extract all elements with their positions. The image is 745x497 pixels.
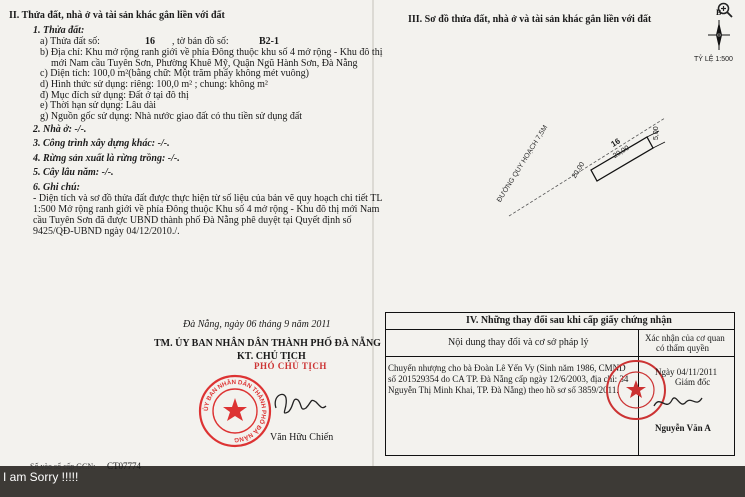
map-scale: TỶ LỆ 1:500 xyxy=(694,56,733,63)
map-sheet-label: , tờ bản đồ số: xyxy=(172,36,229,47)
issuing-authority: TM. ỦY BAN NHÂN DÂN THÀNH PHỐ ĐÀ NẴNG xyxy=(154,338,381,349)
confirm-signer: Nguyễn Văn A xyxy=(655,423,711,433)
red-seal-icon xyxy=(198,374,272,448)
signature-icon xyxy=(270,386,330,420)
serial-number: CT07774 xyxy=(107,461,142,471)
col-header-confirm-2: có thẩm quyền xyxy=(656,343,709,353)
section-4-forest: 4. Rừng sản xuất là rừng trồng: -/-. xyxy=(33,153,180,164)
zoom-in-icon[interactable] xyxy=(717,2,733,18)
changes-table-title: IV. Những thay đổi sau khi cấp giấy chứng nhận xyxy=(466,315,672,326)
dim-side-bottom: 20,00 xyxy=(571,161,587,180)
footer-note: I am Sorry !!!!! xyxy=(3,470,79,484)
address-line-2: mới Nam cầu Tuyên Sơn, Phường Khuê Mỹ, Quận Ngũ Hành Sơn, Đà Nẵng xyxy=(51,58,358,69)
dim-side-top: 20,00 xyxy=(612,144,631,160)
purpose-line: đ) Mục đích sử dụng: Đất ở tại đô thị xyxy=(40,90,189,101)
signer-name: Văn Hữu Chiến xyxy=(270,432,334,443)
change-entry-line-3: Nguyễn Thị Minh Khai, TP. Đà Nẵng) theo hồ sơ số 3859/2011. xyxy=(388,385,619,395)
confirm-signature-icon xyxy=(650,388,706,416)
parcel-number-label: a) Thửa đất số: xyxy=(40,36,100,47)
table-divider xyxy=(386,329,734,330)
serial-label: Số vào sổ cấp GCN: xyxy=(30,462,96,471)
page-fold xyxy=(372,0,374,466)
section-iii-title: III. Sơ đồ thửa đất, nhà ở và tài sản khác gắn liền với đất xyxy=(408,14,652,25)
section-5-trees: 5. Cây lâu năm: -/-. xyxy=(33,167,114,178)
confirm-date: Ngày 04/11/2011 xyxy=(655,367,718,377)
north-arrow-icon xyxy=(706,18,732,52)
issue-date: Đà Nẵng, ngày 06 tháng 9 năm 2011 xyxy=(183,319,331,330)
map-sheet-number: B2-1 xyxy=(259,36,279,47)
col-header-content: Nội dung thay đổi và cơ sở pháp lý xyxy=(448,337,589,348)
north-label: B xyxy=(716,8,722,17)
vice-chairman-stamp: PHÓ CHỦ TỊCH xyxy=(254,361,327,371)
parcel-number: 16 xyxy=(145,36,155,47)
lot-number-on-sketch: 16 xyxy=(609,136,622,149)
col-header-confirm-1: Xác nhận của cơ quan xyxy=(645,333,725,343)
section-3-construction: 3. Công trình xây dựng khác: -/-. xyxy=(33,138,170,149)
table-header-divider xyxy=(386,356,734,357)
change-entry-line-2: số 201529354 do CA TP. Đà Nẵng cấp ngày 12/6/2003, địa chỉ: 34 xyxy=(388,374,629,384)
section-2-house: 2. Nhà ở: -/-. xyxy=(33,124,87,135)
use-form-line: d) Hình thức sử dụng: riêng: 100,0 m² ; chung: không m² xyxy=(40,79,268,90)
dim-end: 5,00 xyxy=(653,126,660,140)
address-line-1: b) Địa chỉ: Khu mở rộng ranh giới về phía Đông thuộc khu số 4 mở rộng - Khu đô thị xyxy=(40,47,383,58)
note-line-4: 9425/QĐ-UBND ngày 04/12/2010./. xyxy=(33,226,180,237)
section-6-title: 6. Ghi chú: xyxy=(33,182,80,193)
road-label: ĐƯỜNG QUY HOẠCH 7,5M xyxy=(496,124,550,204)
note-line-2: 1:500 Mở rộng ranh giới về phía Đông thuộc Khu số 4 mở rộng - Khu đô thị mới Nam xyxy=(33,204,380,215)
note-line-1: - Diện tích và sơ đồ thửa đất được thực hiện từ số liệu của bản vẽ quy hoạch chi tiết TL xyxy=(33,193,383,204)
note-line-3: cầu Tuyên Sơn đã được UBND thành phố Đà Nẵng phê duyệt tại Quyết định số xyxy=(33,215,352,226)
section-1-title: 1. Thửa đất: xyxy=(33,25,85,36)
change-entry-line-1: Chuyển nhượng cho bà Đoàn Lê Yến Vy (Sinh năm 1986, CMND xyxy=(388,363,626,373)
origin-line: g) Nguồn gốc sử dụng: Nhà nước giao đất có thu tiền sử dụng đất xyxy=(40,111,303,122)
seal-ring-text: ỦY BAN NHÂN DÂN THÀNH PHỐ ĐÀ NẴNG xyxy=(202,378,268,444)
confirm-title: Giám đốc xyxy=(675,377,711,387)
kt-chairman: KT. CHỦ TỊCH xyxy=(237,351,306,362)
area-line: c) Diện tích: 100,0 m²(bằng chữ: Một trăm phẩy không mét vuông) xyxy=(40,68,309,79)
duration-line: e) Thời hạn sử dụng: Lâu dài xyxy=(40,100,157,111)
section-ii-title: II. Thửa đất, nhà ở và tài sản khác gắn liền với đất xyxy=(9,10,225,21)
